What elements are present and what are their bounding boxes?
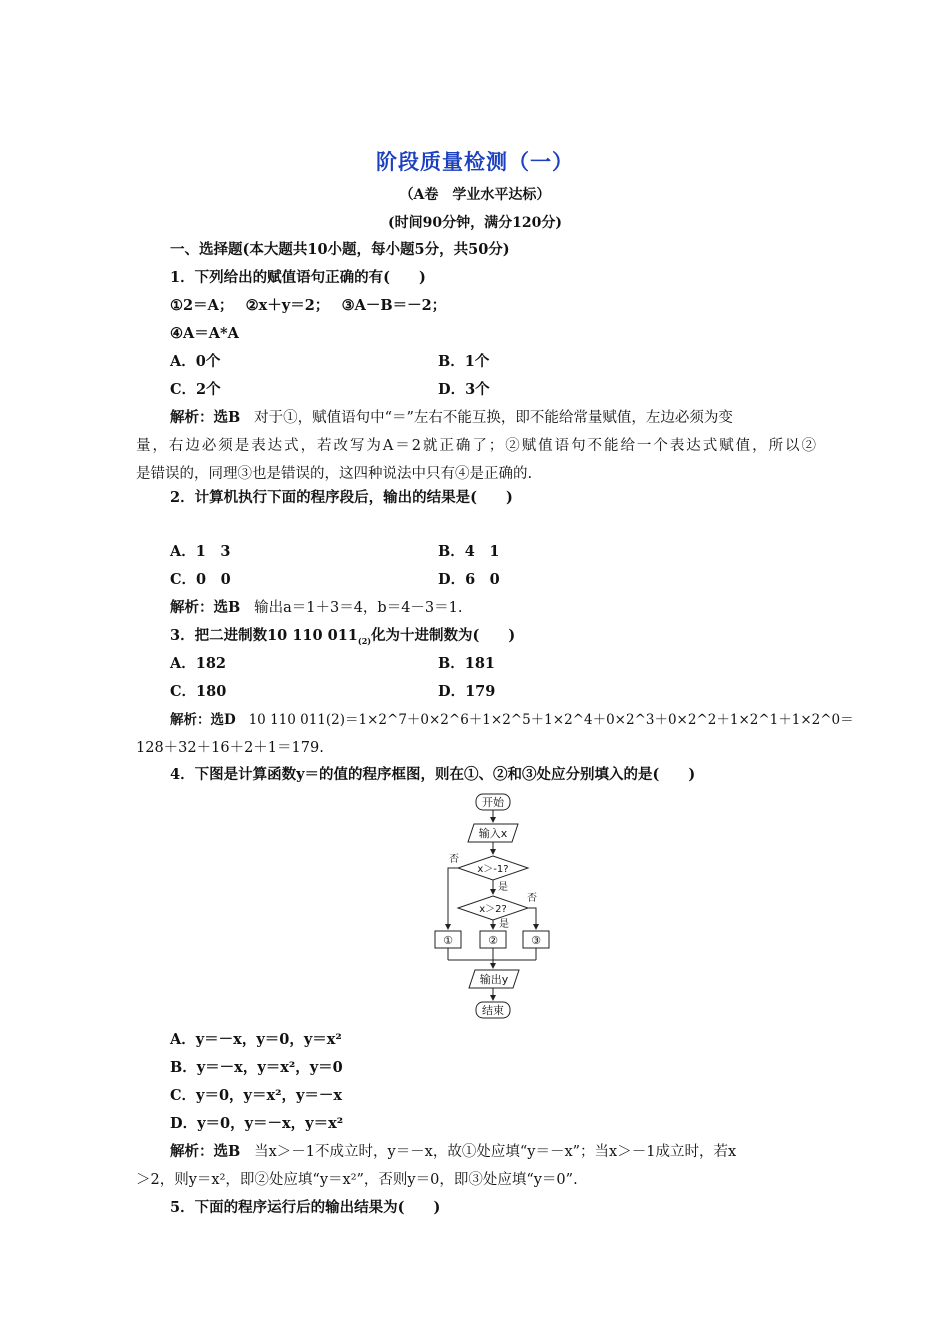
flow-box2-label: ② [488, 934, 498, 947]
flow-box3-label: ③ [531, 934, 541, 947]
q2-stem: 2．计算机执行下面的程序段后，输出的结果是( ) [170, 489, 513, 506]
q4-analysis-line2: ＞2，则y＝x²，即②处应填“y＝x²”，否则y＝0，即③处应填“y＝0”. [136, 1172, 578, 1188]
flow-start-label: 开始 [482, 796, 504, 809]
q3-analysis-line2: 128＋32＋16＋2＋1＝179. [136, 740, 324, 756]
q5-stem: 5．下面的程序运行后的输出结果为( ) [170, 1199, 441, 1216]
analysis-choice: 选D [210, 712, 236, 728]
flow-output-label: 输出y [479, 973, 509, 986]
q1-analysis-line1 [170, 408, 733, 428]
flow-box1-label: ① [443, 934, 453, 947]
q3-base-subscript: (2) [357, 635, 372, 646]
q2-option-d: D．6 0 [438, 571, 500, 588]
q4-option-d: D．y＝0，y＝－x，y＝x² [170, 1115, 344, 1132]
q3-stem [170, 626, 515, 646]
flow-no2-label: 否 [527, 893, 537, 904]
q1-analysis-line3: 是错误的，同理③也是错误的，这四种说法中只有④是正确的. [136, 466, 533, 482]
q1-stem: 1．下列给出的赋值语句正确的有( ) [170, 269, 426, 286]
q1-analysis-line2: 量，右边必须是表达式，若改写为A＝2就正确了；②赋值语句不能给一个表达式赋值，所以② [136, 438, 816, 454]
analysis-choice: 选B [213, 1143, 241, 1160]
q4-option-c: C．y＝0，y＝x²，y＝－x [170, 1087, 343, 1104]
subtitle: （A卷 学业水平达标） [399, 187, 551, 203]
q4-analysis-line1 [170, 1142, 736, 1162]
section-heading: 一、选择题(本大题共10小题，每小题5分，共50分) [170, 241, 510, 258]
q3-option-a: A．182 [170, 655, 227, 672]
flow-yes2-label: 是 [499, 919, 509, 930]
analysis-text: 当x＞－1不成立时，y＝－x，故①处应填“y＝－x”；当x＞－1成立时，若x [254, 1144, 737, 1160]
flow-cond1-label: x＞-1? [477, 864, 509, 875]
q3-option-d: D．179 [438, 683, 496, 700]
q1-items-line2: ④A＝A*A [170, 325, 239, 342]
q2-analysis [170, 598, 462, 618]
q3-option-c: C．180 [170, 683, 227, 700]
q2-option-b: B．4 1 [438, 543, 500, 560]
q1-option-c: C．2个 [170, 381, 221, 398]
analysis-label: 解析： [170, 712, 211, 728]
flow-cond2-label: x＞2? [479, 904, 507, 915]
q2-option-c: C．0 0 [170, 571, 231, 588]
flow-end-label: 结束 [482, 1004, 504, 1017]
q1-option-d: D．3个 [438, 381, 490, 398]
time-info: (时间90分钟，满分120分) [388, 215, 562, 231]
q2-option-a: A．1 3 [170, 543, 231, 560]
q4-stem: 4．下图是计算函数y＝的值的程序框图，则在①、②和③处应分别填入的是( ) [170, 766, 696, 783]
analysis-text: 输出a＝1＋3＝4，b＝4－3＝1. [254, 600, 463, 616]
q1-items-line1: ①2＝A； ②x＋y＝2； ③A－B＝－2； [170, 297, 447, 314]
q3-stem-part1: 3．把二进制数10 110 011 [170, 627, 358, 644]
q3-option-b: B．181 [438, 655, 496, 672]
analysis-label: 解析： [170, 599, 214, 616]
page-title: 阶段质量检测（一） [376, 149, 574, 174]
q1-option-b: B．1个 [438, 353, 490, 370]
analysis-text: 对于①，赋值语句中“＝”左右不能互换，即不能给常量赋值，左边必须为变 [254, 410, 733, 426]
q4-option-b: B．y＝－x，y＝x²，y＝0 [170, 1059, 343, 1076]
flowchart [420, 790, 560, 1022]
analysis-label: 解析： [170, 1143, 214, 1160]
analysis-label: 解析： [170, 409, 214, 426]
q3-analysis-line1 [170, 710, 854, 730]
analysis-choice: 选B [213, 599, 241, 616]
flow-no1-label: 否 [449, 854, 459, 865]
flow-yes1-label: 是 [498, 882, 508, 893]
q4-option-a: A．y＝－x，y＝0，y＝x² [170, 1031, 342, 1048]
analysis-choice: 选B [213, 409, 241, 426]
flow-input-label: 输入x [478, 827, 508, 840]
analysis-text: 10 110 011(2)＝1×2^7＋0×2^6＋1×2^5＋1×2^4＋0×2^3＋0×2^2＋1×2^1＋1×2^0＝ [248, 712, 854, 728]
q3-stem-part2: 化为十进制数为( ) [371, 627, 516, 644]
q1-option-a: A．0个 [170, 353, 221, 370]
